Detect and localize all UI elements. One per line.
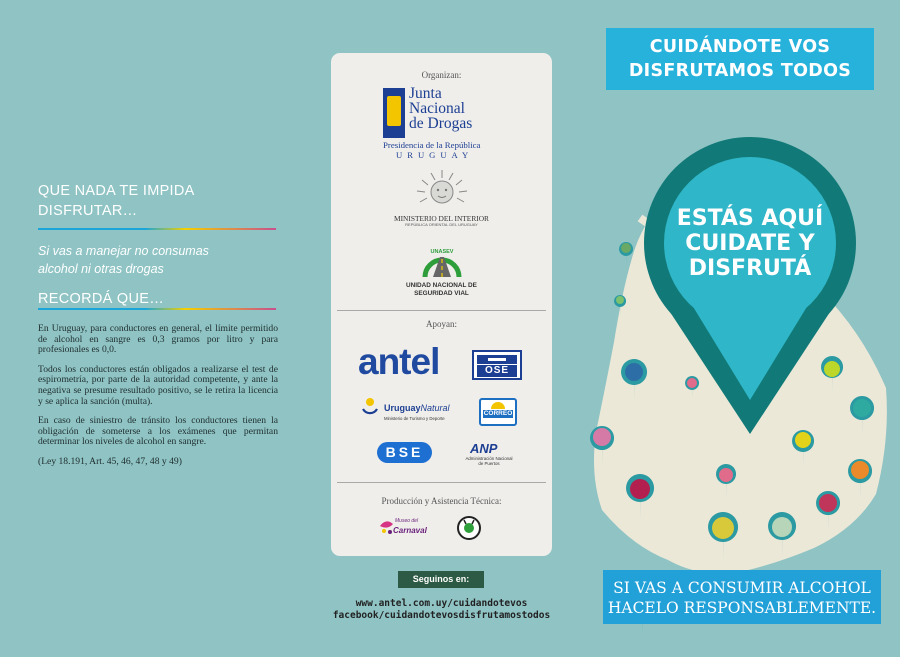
unasev-line2: SEGURIDAD VIAL	[414, 290, 469, 297]
antel-logo: antel	[358, 341, 440, 382]
heading-que-nada: QUE NADA TE IMPIDA DISFRUTAR…	[38, 183, 195, 219]
bottom-banner: SI VAS A CONSUMIR ALCOHOL HACELO RESPONSABLEMENTE.	[603, 570, 881, 624]
jnd-logo	[383, 85, 513, 160]
sponsors-panel	[331, 53, 552, 556]
organizan-label: Organizan:	[421, 70, 462, 80]
anp-logo: ANP	[470, 441, 498, 456]
mi-subtitle: REPÚBLICA ORIENTAL DEL URUGUAY	[405, 222, 478, 227]
paragraph: En caso de siniestro de tránsito los conductores tienen la obligación de someterse a los exámenes que permitan determinar los niveles de alcohol en sangre.	[38, 415, 278, 448]
heading-recorda: RECORDÁ QUE…	[38, 291, 165, 307]
produccion-label: Producción y Asistencia Técnica:	[381, 496, 502, 506]
divider-rule	[38, 308, 276, 310]
uruguay-natural-subtitle: Ministerio de Turismo y Deporte	[384, 416, 445, 421]
info-text	[38, 324, 278, 477]
anp-subtitle: Administración Nacional	[465, 456, 513, 461]
seguinos-label: Seguinos en:	[398, 571, 484, 588]
paragraph: En Uruguay, para conductores en general, el límite permitido de alcohol en sangre es 0,3 gramos por litro y para profesionales es 0,0.	[38, 323, 278, 356]
facebook-link[interactable]: facebook/cuidandotevosdisfrutamostodos	[332, 610, 551, 621]
sun-emblem-icon	[411, 168, 473, 210]
svg-text:UNASEV: UNASEV	[430, 249, 454, 255]
website-link[interactable]: www.antel.com.uy/cuidandotevos	[355, 598, 528, 609]
apoyan-label: Apoyan:	[426, 319, 457, 329]
anp-subtitle: de Puertos	[478, 461, 500, 466]
jnd-uruguay: URUGUAY	[396, 150, 474, 160]
pin-title: DISFRUTÁ	[688, 256, 812, 281]
bse-logo: BSE	[377, 442, 432, 463]
production-badge-icon	[456, 515, 482, 541]
unasev-road-icon	[421, 243, 463, 281]
paragraph: Todos los conductores están obligados a realizarse el test de espirometría, por parte de la autoridad competente, y ante la negativa se presume resultado positivo, se le retira la licencia y se aplica la sanción (multa).	[38, 363, 278, 407]
uruguay-natural-icon	[359, 395, 381, 417]
sun-flag-icon	[383, 88, 405, 138]
correo-logo: CORREO	[479, 398, 517, 426]
jnd-presidencia: Presidencia de la República	[383, 140, 481, 150]
tagline: Si vas a manejar no consumas alcohol ni otras drogas	[38, 244, 209, 276]
divider-rule	[38, 228, 276, 230]
carnaval-text: Carnaval	[393, 526, 427, 535]
unasev-line1: UNIDAD NACIONAL DE	[406, 282, 477, 289]
left-panel	[0, 0, 300, 657]
law-reference: (Ley 18.191, Art. 45, 46, 47, 48 y 49)	[38, 455, 182, 467]
carnaval-text: Museo del	[395, 518, 419, 524]
top-banner: CUIDÁNDOTE VOS DISFRUTAMOS TODOS	[606, 28, 874, 90]
section-divider	[337, 310, 546, 311]
uruguay-natural-logo: UruguayNatural	[384, 403, 450, 413]
jnd-title: Junta Nacional de Drogas	[409, 85, 473, 132]
ose-logo: OSE	[472, 350, 522, 380]
pin-title: CUIDATE Y	[685, 231, 815, 256]
pin-title: ESTÁS AQUÍ	[676, 206, 824, 231]
mi-title: MINISTERIO DEL INTERIOR	[394, 214, 489, 223]
section-divider	[337, 482, 546, 483]
